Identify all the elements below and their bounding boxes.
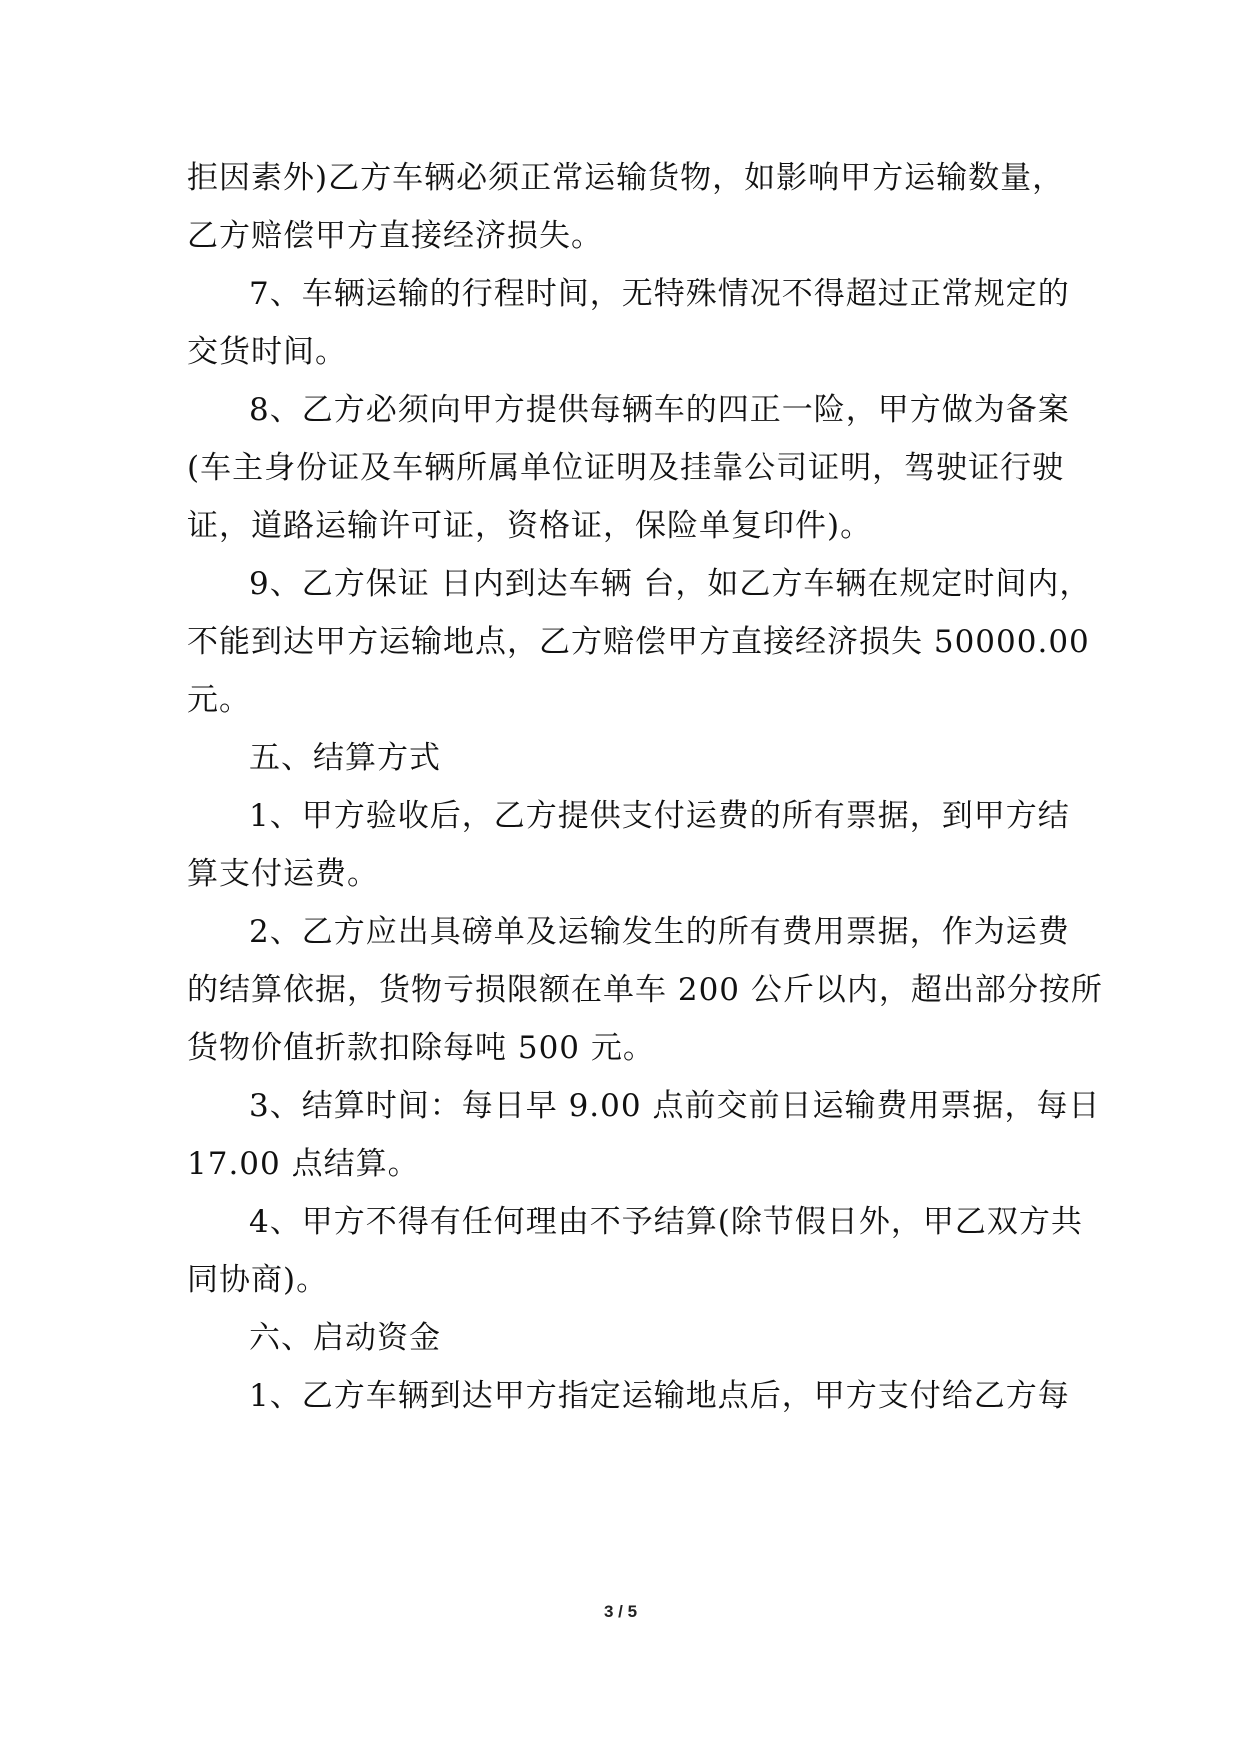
text-line: 元。 [187, 682, 251, 718]
text-line: 乙方赔偿甲方直接经济损失。 [187, 218, 603, 254]
text-line: 17.00 点结算。 [187, 1146, 420, 1182]
text-line: 不能到达甲方运输地点，乙方赔偿甲方直接经济损失 50000.00 [187, 624, 1090, 660]
text-line: 2、乙方应出具磅单及运输发生的所有费用票据，作为运费 [249, 914, 1070, 950]
text-line: 货物价值折款扣除每吨 500 元。 [187, 1030, 655, 1066]
section-heading: 六、启动资金 [249, 1320, 441, 1356]
text-line: 9、乙方保证 日内到达车辆 台，如乙方车辆在规定时间内， [249, 566, 1092, 602]
text-line: 的结算依据，货物亏损限额在单车 200 公斤以内，超出部分按所 [187, 972, 1103, 1008]
text-line: 3、结算时间：每日早 9.00 点前交前日运输费用票据，每日 [249, 1088, 1101, 1124]
text-line: 算支付运费。 [187, 856, 379, 892]
text-line: 拒因素外)乙方车辆必须正常运输货物，如影响甲方运输数量， [187, 160, 1065, 196]
page-number: 3 / 5 [603, 1602, 638, 1621]
text-line: 7、车辆运输的行程时间，无特殊情况不得超过正常规定的 [249, 276, 1070, 312]
text-line: 同协商)。 [187, 1262, 329, 1298]
text-line: 1、乙方车辆到达甲方指定运输地点后，甲方支付给乙方每 [249, 1378, 1070, 1414]
text-line: 4、甲方不得有任何理由不予结算(除节假日外，甲乙双方共 [249, 1204, 1083, 1240]
text-line: (车主身份证及车辆所属单位证明及挂靠公司证明，驾驶证行驶 [187, 450, 1065, 486]
section-heading: 五、结算方式 [249, 740, 441, 776]
text-line: 8、乙方必须向甲方提供每辆车的四正一险，甲方做为备案 [249, 392, 1070, 428]
text-line: 证，道路运输许可证，资格证，保险单复印件)。 [187, 508, 873, 544]
text-line: 1、甲方验收后，乙方提供支付运费的所有票据，到甲方结 [249, 798, 1070, 834]
text-line: 交货时间。 [187, 334, 347, 370]
